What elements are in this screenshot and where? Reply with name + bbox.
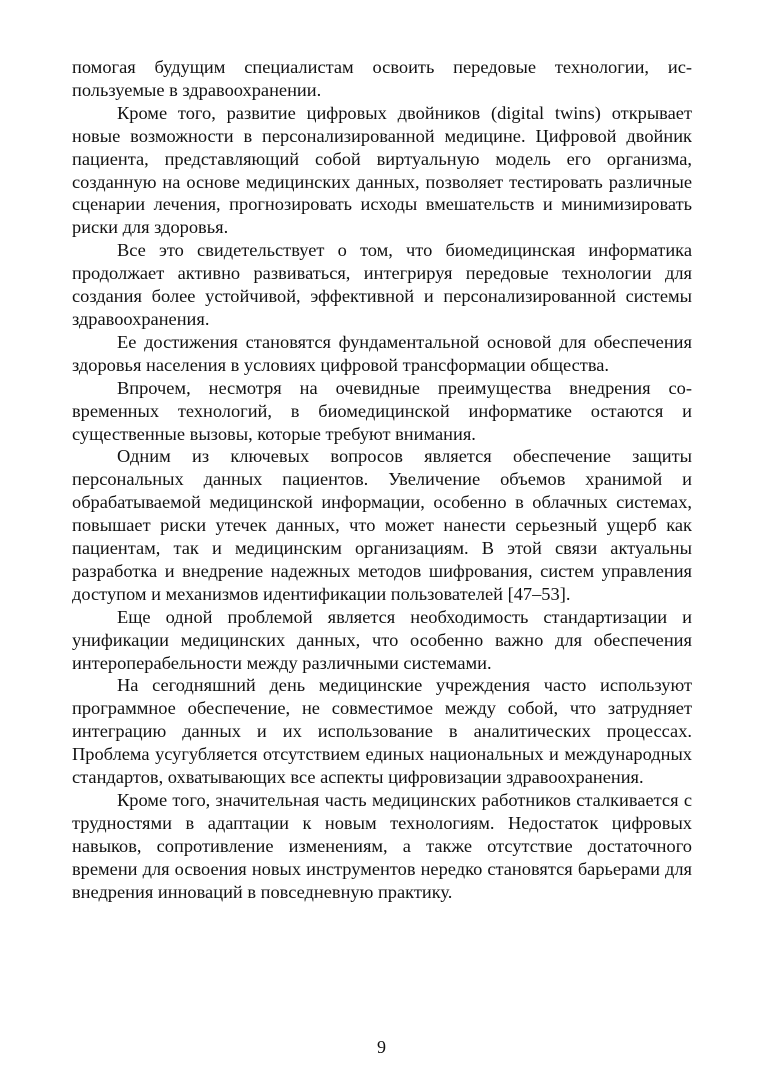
paragraph-challenges: Впрочем, несмотря на очевидные преимущества внедрения современных технологий, в биомедицинской информатике остаются и существенные вызовы, которые требуют внимания. xyxy=(72,377,692,444)
page-number: 9 xyxy=(377,1037,386,1057)
paragraph-continuation: помогая будущим специалистам освоить передовые технологии, используемые в здравоохранении. xyxy=(72,57,692,100)
paragraph-staff-adaptation: Кроме того, значительная часть медицинских работников сталкивается с трудностями в адаптации к новым технологиям. Недостаток цифровых навыков, сопротивление изменениям, а также отсутствие достаточного времени для освоения новых инструментов нередко становятся барьерами для внедрения инноваций в повседневную практику. xyxy=(72,790,692,902)
paragraph-achievements: Ее достижения становятся фундаментальной основой для обеспечения здоровья населения в условиях цифровой трансформации общества. xyxy=(72,331,692,375)
paragraph-digital-twins: Кроме того, развитие цифровых двойников (digital twins) открывает новые возможности в персонализированной медицине. Цифровой двойник пациента, представляющий собой виртуальную модель его организма, созданную на основе медицинских данных, позволяет тестировать различные сценарии лечения, прогнозировать исходы вмешательств и минимизировать риски для здоровья. xyxy=(72,102,692,238)
paragraph-software-compatibility: На сегодняшний день медицинские учреждения часто используют программное обеспечение, не совместимое между собой, что затрудняет интеграцию данных и их использование в аналитических процессах. Проблема усугубляется отсутствием единых национальных и международных стандартов, охватывающих все аспекты цифровизации здравоохранения. xyxy=(72,675,692,788)
paragraph-standardization: Еще одной проблемой является необходимость стандартизации и унификации медицинских данных, что особенно важно для обеспечения интероперабельности между различными системами. xyxy=(72,606,692,673)
page-body xyxy=(72,56,692,904)
paragraph-data-protection: Одним из ключевых вопросов является обеспечение защиты персональных данных пациентов. Увеличение объемов хранимой и обрабатываемой медицинской информации, особенно в облачных системах, повышает риски утечек данных, что может нанести серьезный ущерб как пациентам, так и медицинским организациям. В этой связи актуальны разработка и внедрение надежных методов шифрования, систем управления доступом и механизмов идентификации пользователей [47–53]. xyxy=(72,446,692,604)
paragraph-informatics-development: Все это свидетельствует о том, что биомедицинская информатика продолжает активно развиваться, интегрируя передовые технологии для создания более устойчивой, эффективной и персонализированной системы здравоохранения. xyxy=(72,240,692,329)
